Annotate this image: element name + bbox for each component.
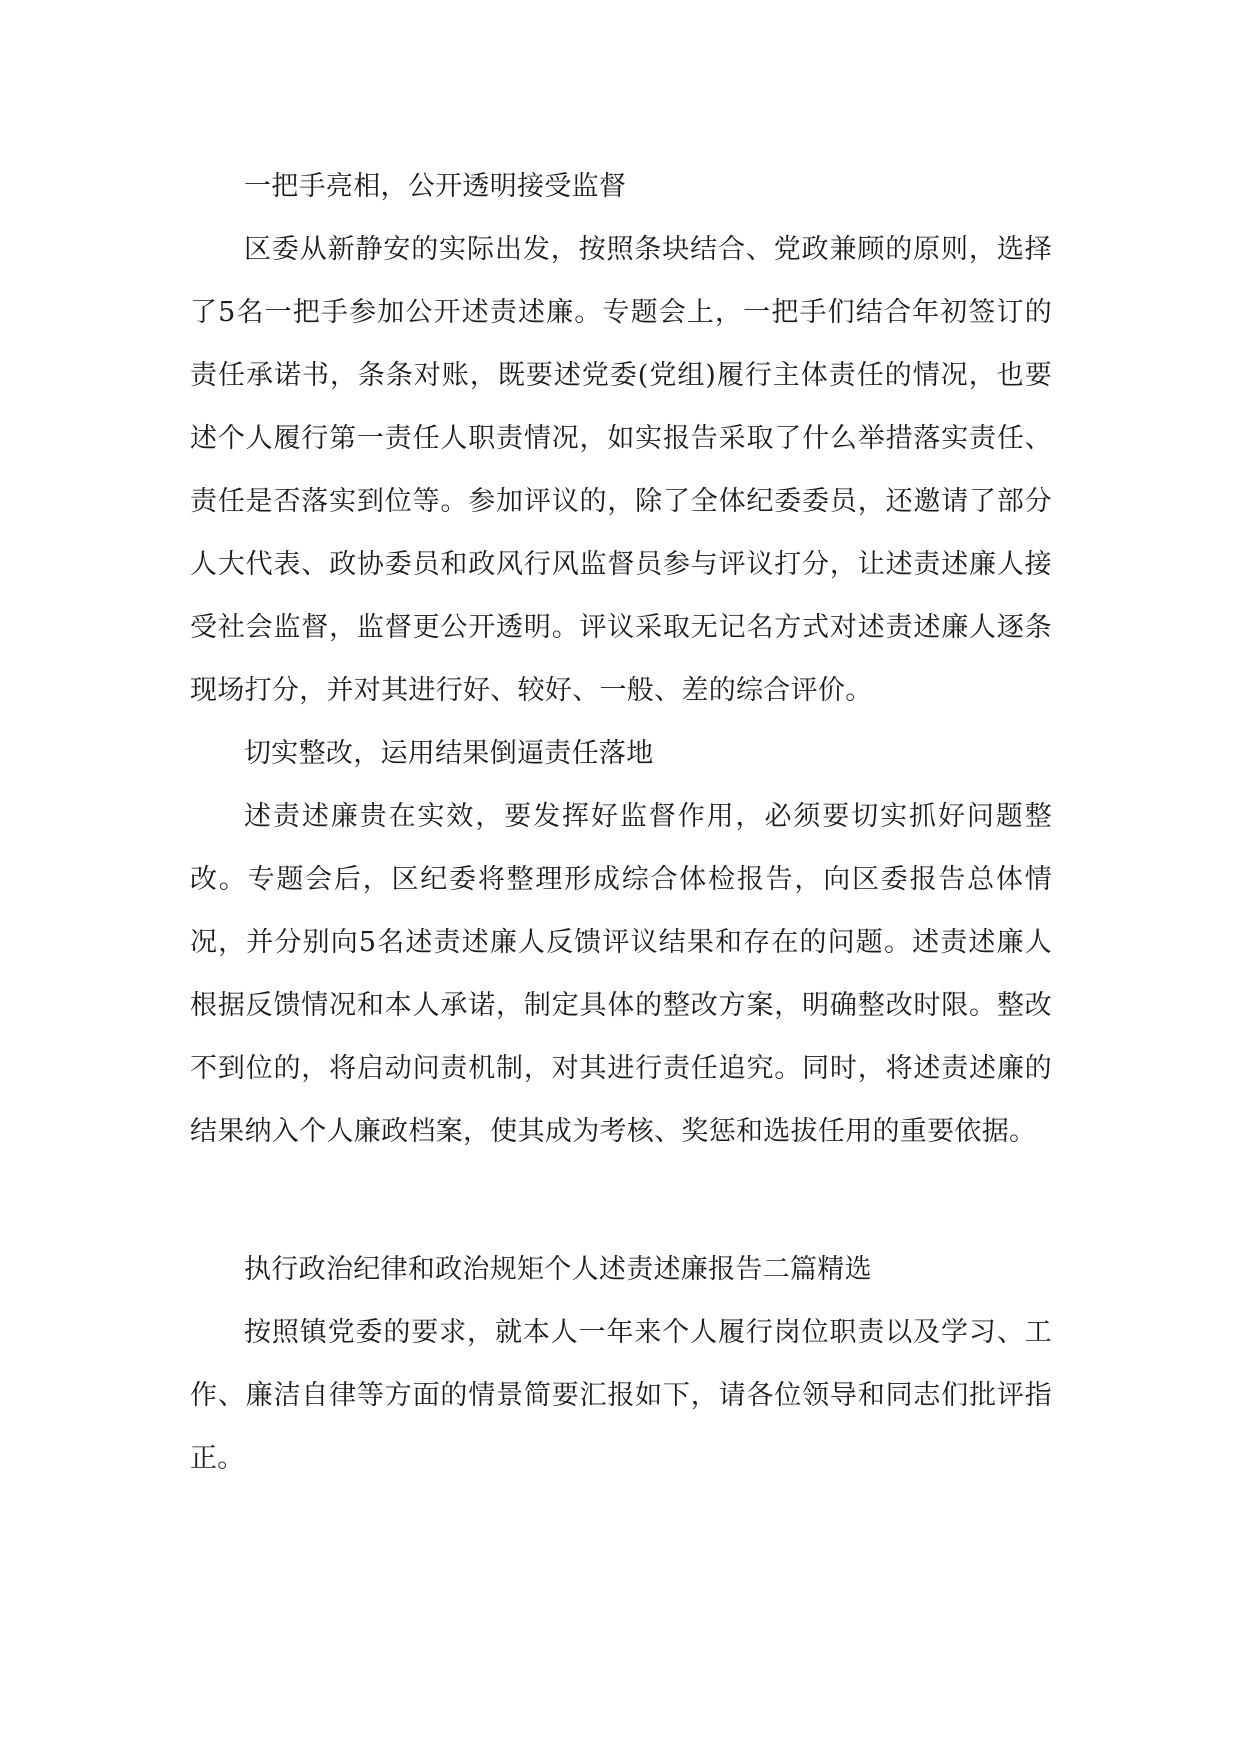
paragraph-report-intro: 按照镇党委的要求，就本人一年来个人履行岗位职责以及学习、工作、廉洁自律等方面的情景简要汇报如下，请各位领导和同志们批评指正。	[190, 1317, 1052, 1474]
section-heading-accountability: 一把手亮相，公开透明接受监督	[244, 171, 627, 202]
document-body	[190, 155, 1052, 1490]
paragraph-public-report: 区委从新静安的实际出发，按照条块结合、党政兼顾的原则，选择了5名一把手参加公开述责述廉。专题会上，一把手们结合年初签订的责任承诺书，条条对账，既要述党委(党组)履行主体责任的情况，也要述个人履行第一责任人职责情况，如实报告采取了什么举措落实责任、责任是否落实到位等。参加评议的，除了全体纪委委员，还邀请了部分人大代表、政协委员和政风行风监督员参与评议打分，让述责述廉人接受社会监督，监督更公开透明。评议采取无记名方式对述责述廉人逐条现场打分，并对其进行好、较好、一般、差的综合评价。	[190, 234, 1052, 706]
paragraph-rectification: 述责述廉贵在实效，要发挥好监督作用，必须要切实抓好问题整改。专题会后，区纪委将整理形成综合体检报告，向区委报告总体情况，并分别向5名述责述廉人反馈评议结果和存在的问题。述责述廉人根据反馈情况和本人承诺，制定具体的整改方案，明确整改时限。整改不到位的，将启动问责机制，对其进行责任追究。同时，将述责述廉的结果纳入个人廉政档案，使其成为考核、奖惩和选拔任用的重要依据。	[190, 801, 1052, 1147]
report-title: 执行政治纪律和政治规矩个人述责述廉报告二篇精选	[244, 1254, 872, 1285]
section-spacer	[190, 1163, 1052, 1238]
section-heading-rectification: 切实整改，运用结果倒逼责任落地	[244, 738, 654, 769]
